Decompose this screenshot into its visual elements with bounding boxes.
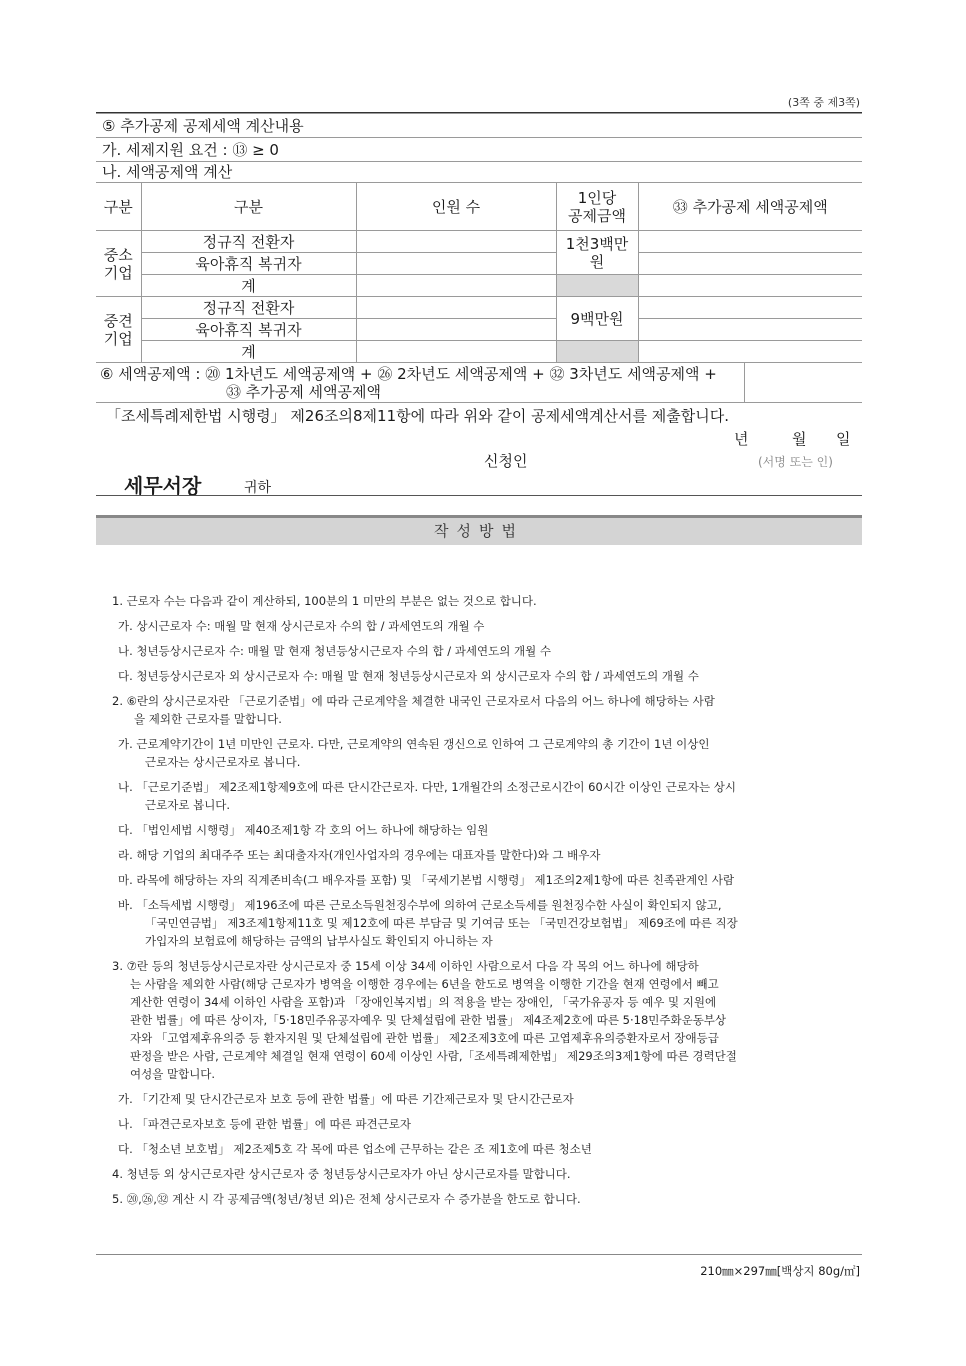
page-number: (3쪽 중 제3쪽) — [787, 96, 860, 109]
note-line: 2. ⑥란의 상시근로자란 「근로기준법」에 따라 근로계약을 체결한 내국인 근로자로서 다음의 어느 하나에 해당하는 사람 — [112, 694, 715, 708]
requirement-line: 가. 세제지원 요건 : ⑬ ≥ 0 — [96, 138, 862, 162]
per-person-line2: 공제금액 — [568, 206, 626, 225]
mid-leave-count[interactable] — [356, 319, 556, 341]
deduction-form-table — [96, 113, 862, 403]
note-line: 나. 청년등상시근로자 수: 매월 말 현재 청년등상시근로자 수의 합 / 과세연도의 개월 수 — [118, 644, 551, 658]
mid-regular-total[interactable] — [638, 297, 862, 319]
note-line: 근로자는 상시근로자로 봅니다. — [145, 755, 301, 769]
sme-sum-total[interactable] — [638, 275, 862, 297]
midsize-label-1: 중견 — [103, 311, 133, 330]
note-line: 라. 해당 기업의 최대주주 또는 최대출자자(개인사업자의 경우에는 대표자를 말한다)와 그 배우자 — [118, 848, 601, 862]
note-line: 가입자의 보험료에 해당하는 금액의 납부사실도 확인되지 아니하는 자 — [145, 934, 493, 948]
col-header-total: ㉝ 추가공제 세액공제액 — [638, 183, 862, 231]
form-bottom-rule — [96, 495, 862, 496]
note-line: 다. 「법인세법 시행령」 제40조제1항 각 호의 어느 하나에 해당하는 임원 — [118, 823, 489, 837]
sme-label-1: 중소 — [103, 245, 133, 264]
col-header-group: 구분 — [96, 183, 141, 231]
note-line: 판정을 받은 사람, 근로계약 체결일 현재 연령이 60세 이상인 사람,「조세특례제한법」 제29조의3제1항에 따른 경력단절 — [130, 1049, 737, 1063]
declaration-text: 「조세특례제한법 시행령」 제26조의8제11항에 따라 위와 같이 공제세액계산서를 제출합니다. — [106, 407, 730, 425]
note-line: 여성을 말합니다. — [130, 1067, 216, 1081]
calc-heading: 나. 세액공제액 계산 — [96, 162, 862, 183]
mid-leave-total[interactable] — [638, 319, 862, 341]
date-day: 일 — [836, 430, 851, 448]
mid-regular-label: 정규직 전환자 — [141, 297, 356, 319]
note-line: 다. 청년등상시근로자 외 상시근로자 수: 매월 말 현재 청년등상시근로자 외 상시근로자 수의 합 / 과세연도의 개월 수 — [118, 669, 699, 683]
note-line: 나. 「근로기준법」 제2조제1항제9호에 따른 단시간근로자. 다만, 1개월간의 소정근로시간이 60시간 이상인 근로자는 상시 — [118, 780, 736, 794]
note-line: 가. 상시근로자 수: 매월 말 현재 상시근로자 수의 합 / 과세연도의 개월 수 — [118, 619, 485, 633]
note-line: 을 제외한 근로자를 말합니다. — [134, 712, 282, 726]
sme-label-2: 기업 — [103, 263, 133, 282]
addressee-suffix: 귀하 — [244, 480, 272, 496]
sme-regular-label: 정규직 전환자 — [141, 231, 356, 253]
formula-line1: ⑥ 세액공제액 : ⑳ 1차년도 세액공제액 + ㉖ 2차년도 세액공제액 + ㉜ 3차년도 세액공제액 + — [100, 364, 717, 383]
per-person-line1: 1인당 — [577, 188, 617, 207]
sme-leave-label: 육아휴직 복귀자 — [141, 253, 356, 275]
note-line: 「국민연금법」 제3조제1항제11호 및 제12호에 따른 부담금 및 기여금 또는 「국민건강보험법」 제69조에 따른 직장 — [145, 916, 738, 930]
mid-sum-count[interactable] — [356, 341, 556, 363]
sme-sum-count[interactable] — [356, 275, 556, 297]
note-line: 자와 「고엽제후유의증 등 환자지원 및 단체설립에 관한 법률」 제2조제3호에 따른 고엽제후유의증환자로서 장애등급 — [130, 1031, 719, 1045]
mid-sum-total[interactable] — [638, 341, 862, 363]
paper-spec: 210㎜×297㎜[백상지 80g/㎡] — [700, 1264, 860, 1278]
formula-value[interactable] — [744, 363, 862, 403]
note-line: 다. 「청소년 보호법」 제2조제5호 각 목에 따른 업소에 근무하는 같은 조 제1호에 따른 청소년 — [118, 1142, 592, 1156]
mid-regular-count[interactable] — [356, 297, 556, 319]
date-year: 년 — [734, 430, 749, 448]
sme-regular-count[interactable] — [356, 231, 556, 253]
note-line: 5. ⑳,㉖,㉜ 계산 시 각 공제금액(청년/청년 외)은 전체 상시근로자 수 증가분을 한도로 합니다. — [112, 1192, 581, 1206]
note-line: 바. 「소득세법 시행령」 제196조에 따른 근로소득원천징수부에 의하여 근로소득세를 원천징수한 사실이 확인되지 않고, — [118, 898, 722, 912]
date-month: 월 — [792, 430, 807, 448]
mid-amount: 9백만원 — [556, 297, 638, 341]
formula-cell — [96, 363, 744, 403]
sme-amount: 1천3백만원 — [556, 231, 638, 275]
sme-sum-shaded — [556, 275, 638, 297]
midsize-label-2: 기업 — [103, 329, 133, 348]
note-line: 가. 근로계약기간이 1년 미만인 근로자. 다만, 근로계약의 연속된 갱신으로 인하여 그 근로계약의 총 기간이 1년 이상인 — [118, 737, 710, 751]
note-line: 계산한 연령이 34세 이하인 사람을 포함)과 「장애인복지법」의 적용을 받는 장애인, 「국가유공자 등 예우 및 지원에 — [130, 995, 717, 1009]
note-line: 마. 라목에 해당하는 자의 직계존비속(그 배우자를 포함) 및 「국세기본법 시행령」 제1조의2제1항에 따른 친족관계인 사람 — [118, 873, 735, 887]
mid-sum-label: 계 — [141, 341, 356, 363]
mid-sum-shaded — [556, 341, 638, 363]
addressee: 세무서장 — [124, 474, 202, 498]
note-line: 4. 청년등 외 상시근로자란 상시근로자 중 청년등상시근로자가 아닌 상시근로자를 말합니다. — [112, 1167, 571, 1181]
mid-leave-label: 육아휴직 복귀자 — [141, 319, 356, 341]
note-line: 는 사람을 제외한 사람(해당 근로자가 병역을 이행한 경우에는 6년을 한도로 병역을 이행한 기간을 현재 연령에서 빼고 — [130, 977, 719, 991]
sme-leave-count[interactable] — [356, 253, 556, 275]
sme-sum-label: 계 — [141, 275, 356, 297]
col-header-count: 인원 수 — [356, 183, 556, 231]
sme-leave-total[interactable] — [638, 253, 862, 275]
signature-hint: (서명 또는 인) — [758, 455, 833, 469]
midsize-label — [96, 297, 141, 363]
formula-line2: ㉝ 추가공제 세액공제액 — [226, 382, 381, 401]
sme-regular-total[interactable] — [638, 231, 862, 253]
note-line: 근로자로 봅니다. — [145, 798, 231, 812]
note-line: 1. 근로자 수는 다음과 같이 계산하되, 100분의 1 미만의 부분은 없는 것으로 합니다. — [112, 594, 537, 608]
method-title: 작성방법 — [96, 515, 862, 545]
col-header-kind: 구분 — [141, 183, 356, 231]
note-line: 가. 「기간제 및 단시간근로자 보호 등에 관한 법률」에 따른 기간제근로자 및 단시간근로자 — [118, 1092, 574, 1106]
note-line: 관한 법률」에 따른 상이자,「5·18민주유공자예우 및 단체설립에 관한 법률」 제4조제2호에 따른 5·18민주화운동부상 — [130, 1013, 727, 1027]
footer-rule — [96, 1254, 862, 1255]
sme-label — [96, 231, 141, 297]
note-line: 3. ⑦란 등의 청년등상시근로자란 상시근로자 중 15세 이상 34세 이하인 사람으로서 다음 각 목의 어느 하나에 해당하 — [112, 959, 699, 973]
section5-title: ⑤ 추가공제 공제세액 계산내용 — [96, 114, 862, 138]
col-header-per-person — [556, 183, 638, 231]
applicant-label: 신청인 — [484, 452, 528, 470]
note-line: 나. 「파견근로자보호 등에 관한 법률」에 따른 파견근로자 — [118, 1117, 411, 1131]
